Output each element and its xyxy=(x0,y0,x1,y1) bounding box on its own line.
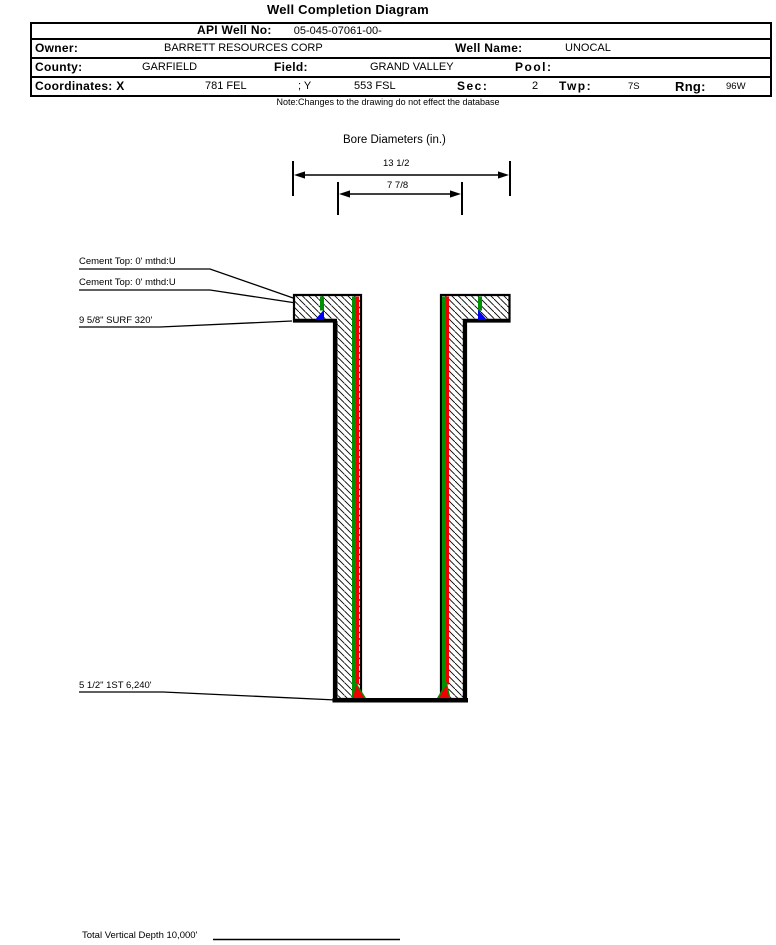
owner-value: BARRETT RESOURCES CORP xyxy=(164,42,323,54)
rng-value: 96W xyxy=(726,81,746,92)
surface-casing-label: 9 5/8" SURF 320' xyxy=(79,315,153,326)
county-label: County: xyxy=(35,60,83,74)
well-name-label: Well Name: xyxy=(455,41,523,55)
page-title: Well Completion Diagram xyxy=(267,2,429,17)
arrow-left-icon xyxy=(339,190,350,197)
well-bottom-plate xyxy=(333,698,469,703)
arrow-right-icon xyxy=(450,190,461,197)
total-depth-label: Total Vertical Depth 10,000' xyxy=(82,930,198,941)
right-cement-red-line xyxy=(446,297,449,685)
left-surface-green-stub xyxy=(320,297,324,311)
pool-label: Pool: xyxy=(515,60,553,74)
database-note: Note:Changes to the drawing do not effect the database xyxy=(276,97,500,107)
inner-diameter-label: 7 7/8 xyxy=(387,180,409,191)
outer-diameter-label: 13 1/2 xyxy=(383,158,410,169)
rng-label: Rng: xyxy=(675,79,706,94)
right-surface-green-stub xyxy=(478,297,482,311)
sec-label: Sec: xyxy=(457,79,489,93)
api-well-no-value: 05-045-07061-00- xyxy=(293,25,382,37)
field-label: Field: xyxy=(274,60,308,74)
left-casing-green-line xyxy=(352,297,356,699)
arrow-right-icon xyxy=(498,171,509,178)
left-casing-wall xyxy=(294,295,361,699)
api-well-no-label: API Well No: xyxy=(197,23,272,37)
field-value: GRAND VALLEY xyxy=(370,61,454,73)
owner-label: Owner: xyxy=(35,41,79,55)
coord-x-value: 781 FEL xyxy=(205,80,247,92)
twp-label: Twp: xyxy=(559,79,593,93)
county-value: GARFIELD xyxy=(142,61,198,73)
left-cement-red-line xyxy=(356,297,359,685)
arrow-left-icon xyxy=(294,171,305,178)
cement-top-label-2: Cement Top: 0' mthd:U xyxy=(79,277,176,288)
leader-production-casing xyxy=(79,692,336,700)
cement-top-label-1: Cement Top: 0' mthd:U xyxy=(79,256,176,267)
coordinates-label: Coordinates: X xyxy=(35,79,125,93)
well-name-value: UNOCAL xyxy=(565,42,611,54)
twp-value: 7S xyxy=(628,81,640,92)
coord-y-value: 553 FSL xyxy=(354,80,396,92)
right-casing-wall xyxy=(441,295,510,699)
sec-value: 2 xyxy=(532,80,539,92)
leader-cement-top-2 xyxy=(79,290,296,303)
right-casing-green-line xyxy=(442,297,446,699)
bore-diameters-title: Bore Diameters (in.) xyxy=(343,134,446,146)
coord-y-label: ; Y xyxy=(298,80,312,92)
production-casing-label: 5 1/2" 1ST 6,240' xyxy=(79,680,152,691)
